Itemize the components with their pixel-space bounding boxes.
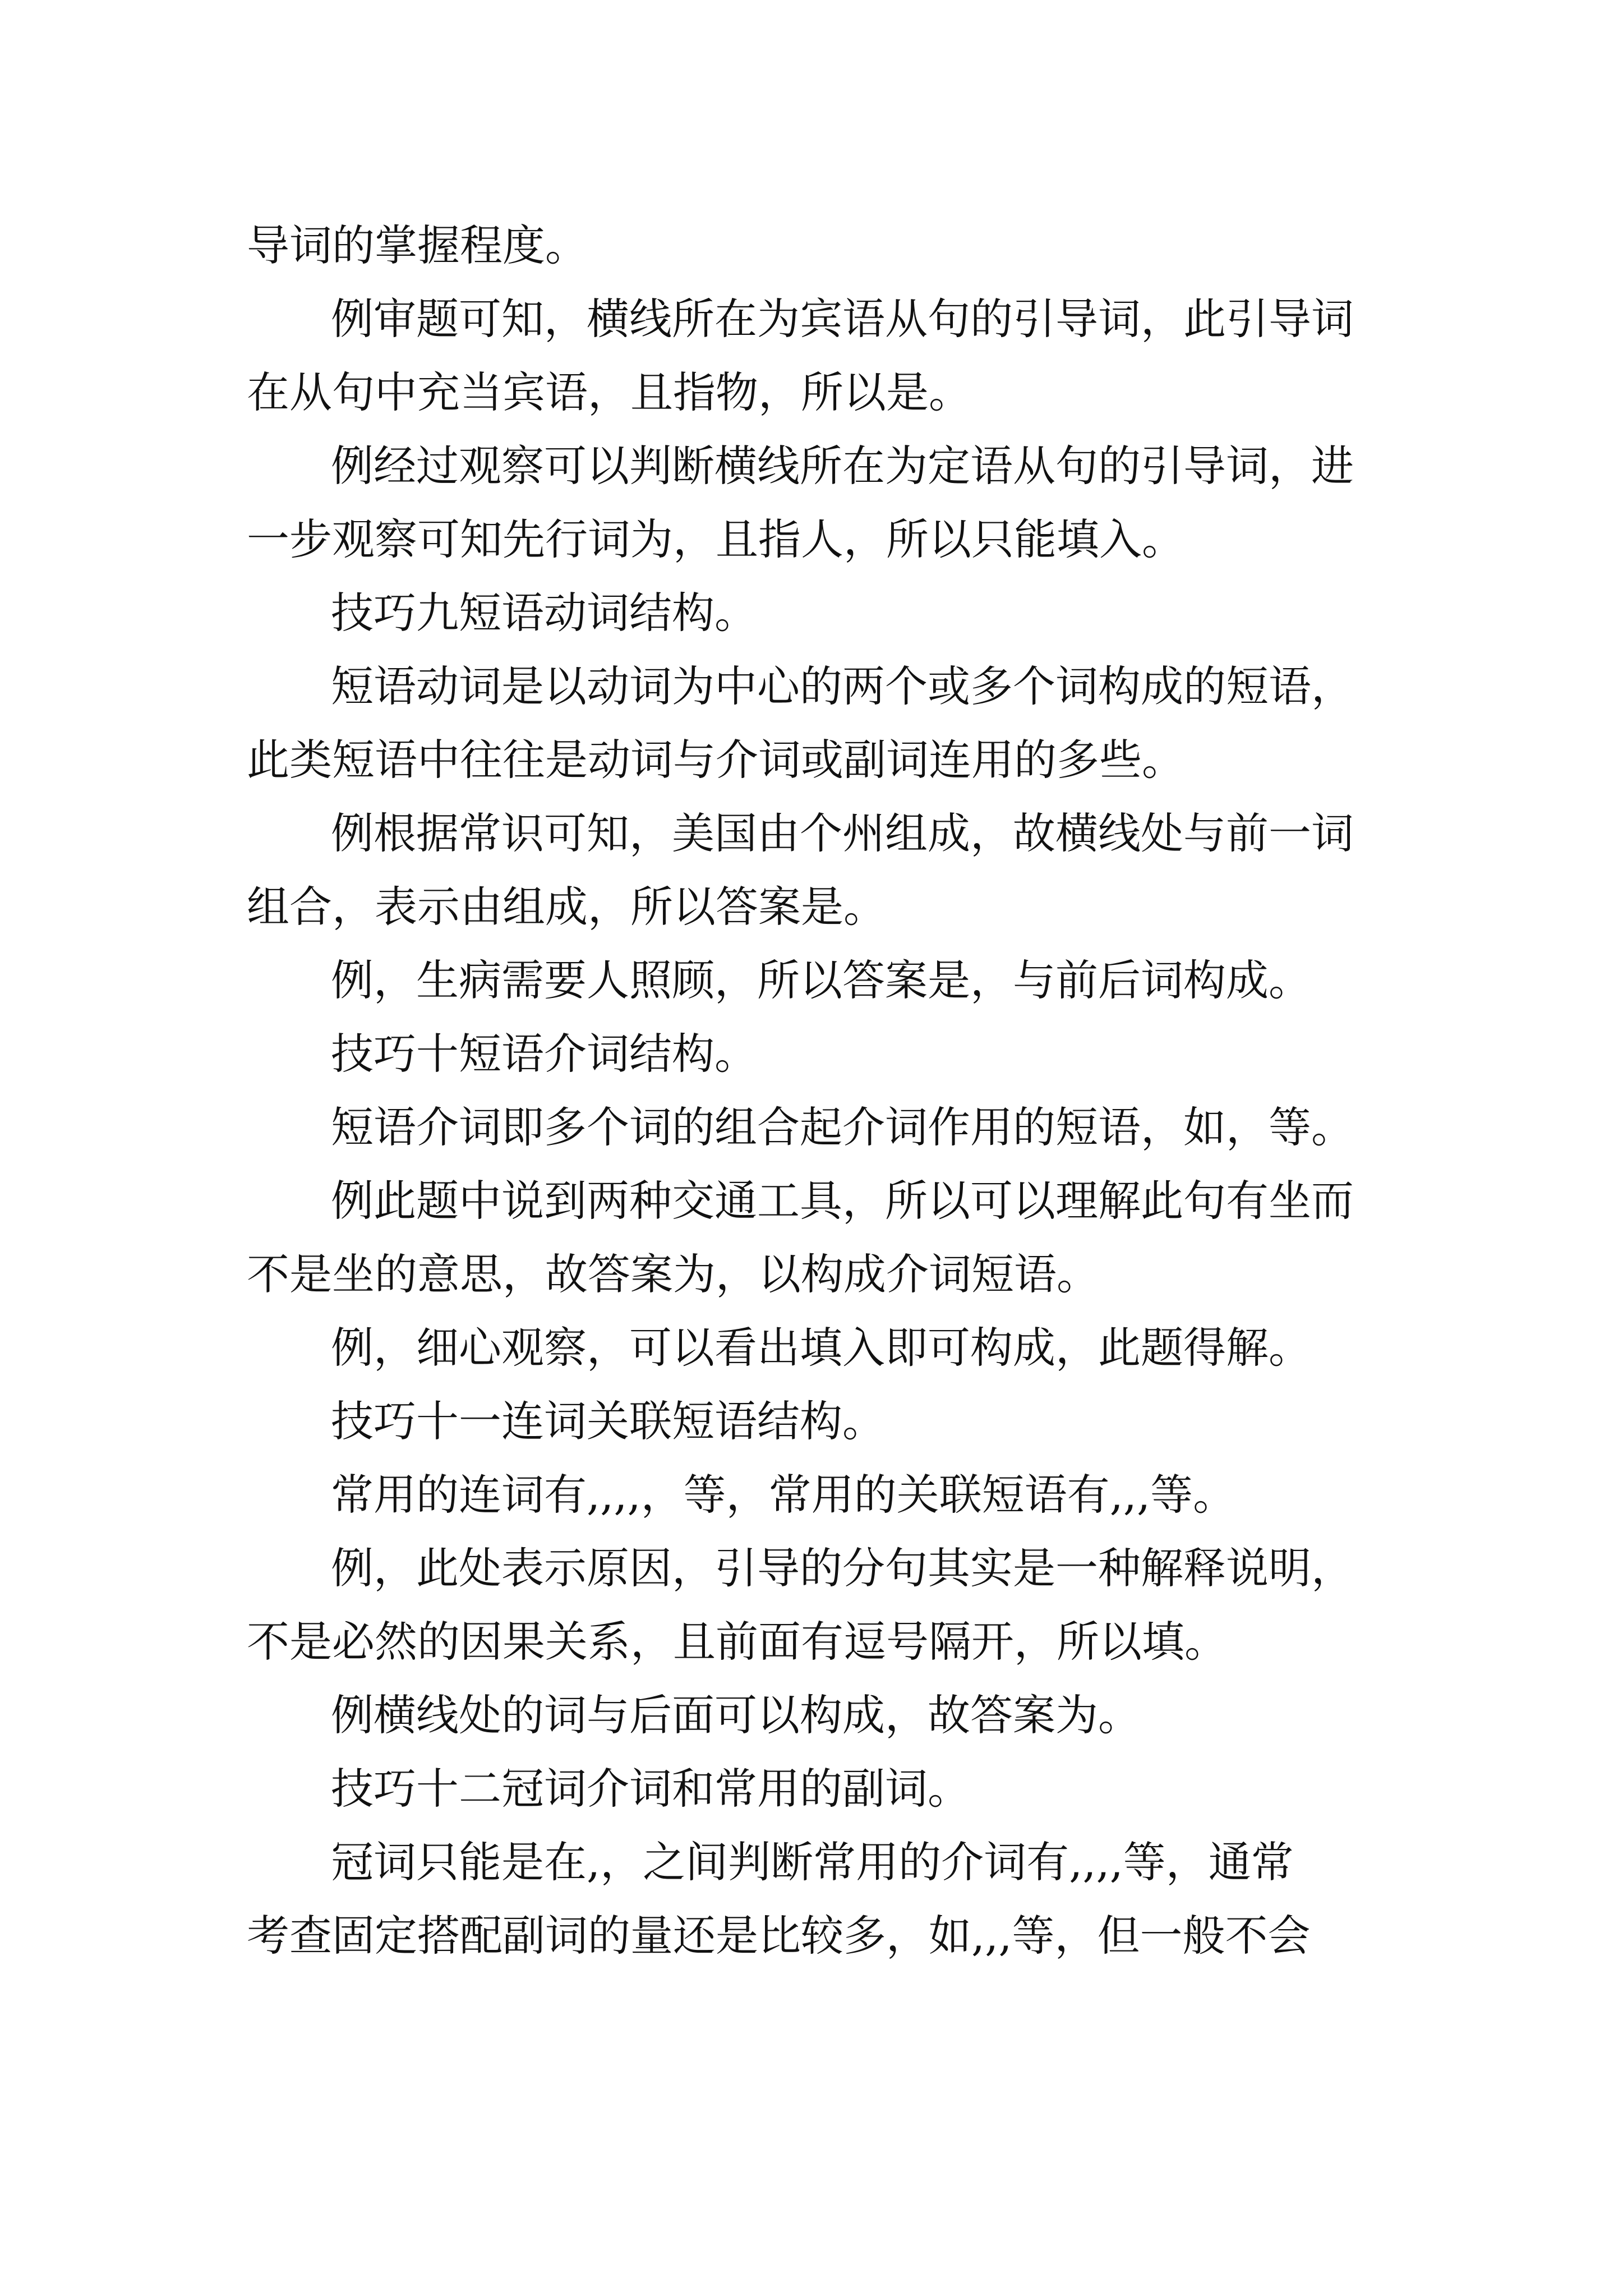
text-line-18: 常用的连词有,,,,，等，常用的关联短语有,,,等。: [331, 1470, 1236, 1520]
text-line-8: 此类短语中往往是动词与介词或副词连用的多些。: [247, 735, 1184, 785]
text-line-14: 例此题中说到两种交通工具，所以可以理解此句有坐而: [331, 1176, 1354, 1226]
text-line-9: 例根据常识可知，美国由个州组成，故横线处与前一词: [331, 808, 1354, 858]
document-page: [247, 209, 1391, 1972]
text-line-3: 在从句中充当宾语，且指物，所以是。: [247, 367, 971, 417]
text-line-1: 导词的掌握程度。: [247, 220, 588, 270]
text-line-13: 短语介词即多个词的组合起介词作用的短语，如，等。: [331, 1102, 1354, 1152]
text-line-20: 不是必然的因果关系，且前面有逗号隔开，所以填。: [247, 1617, 1227, 1667]
text-line-11: 例，生病需要人照顾，所以答案是，与前后词构成。: [331, 955, 1311, 1005]
text-line-15: 不是坐的意思，故答案为，以构成介词短语。: [247, 1249, 1099, 1299]
text-line-7: 短语动词是以动词为中心的两个或多个词构成的短语，: [331, 661, 1354, 711]
section-heading-10: 技巧十短语介词结构。: [331, 1029, 757, 1079]
section-heading-11: 技巧十一连词关联短语结构。: [331, 1396, 885, 1446]
text-line-16: 例，细心观察，可以看出填入即可构成，此题得解。: [331, 1323, 1311, 1373]
text-line-5: 一步观察可知先行词为，且指人，所以只能填入。: [247, 514, 1184, 564]
text-line-10: 组合，表示由组成，所以答案是。: [247, 882, 886, 932]
text-line-2: 例审题可知，横线所在为宾语从句的引导词，此引导词: [331, 294, 1354, 344]
text-line-19: 例，此处表示原因，引导的分句其实是一种解释说明，: [331, 1543, 1354, 1593]
section-heading-9: 技巧九短语动词结构。: [331, 588, 757, 638]
text-line-4: 例经过观察可以判断横线所在为定语从句的引导词，进: [331, 441, 1354, 491]
text-line-23: 冠词只能是在,，之间判断常用的介词有,,,,等，通常: [331, 1837, 1294, 1887]
text-line-24: 考查固定搭配副词的量还是比较多，如,,,等，但一般不会: [247, 1911, 1311, 1961]
text-line-21: 例横线处的词与后面可以构成，故答案为。: [331, 1690, 1141, 1740]
section-heading-12: 技巧十二冠词介词和常用的副词。: [331, 1764, 970, 1814]
